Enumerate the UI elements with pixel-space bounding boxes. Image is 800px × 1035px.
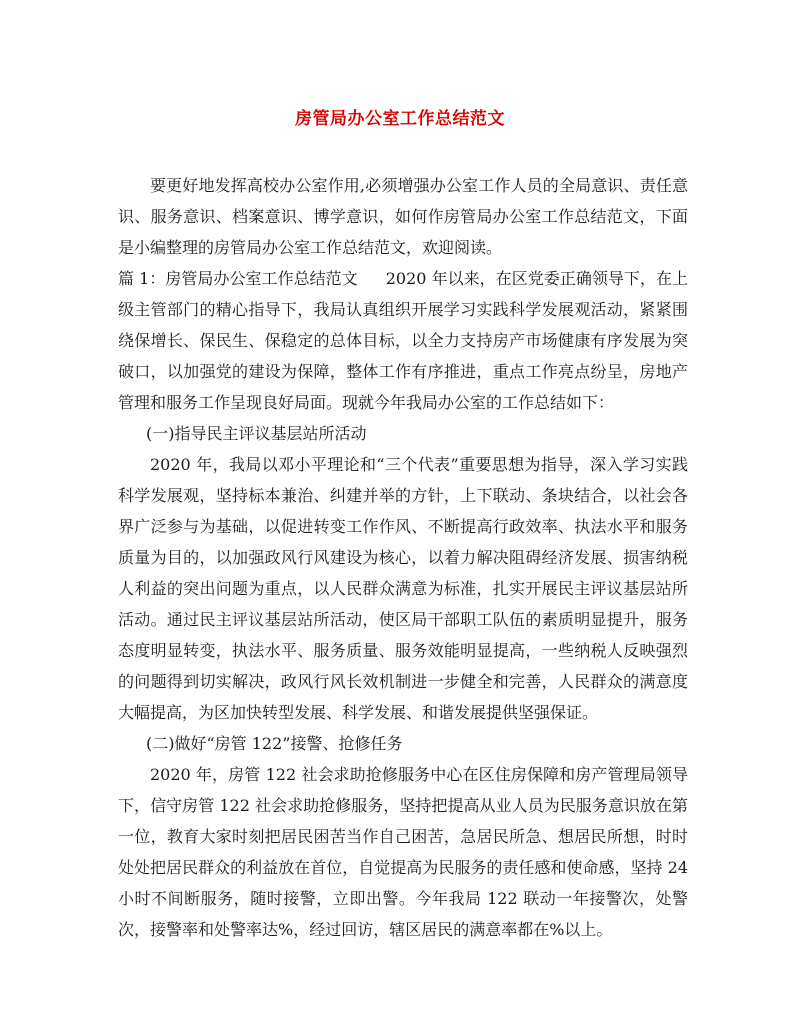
section-heading-1: (一)指导民主评议基层站所活动 [146,424,367,443]
piece-text: 2020 年以来，在区党委正确领导下，在上级主管部门的精心指导下，我局认真组织开展学习实践科学发展观活动，紧紧围绕保增长、保民生、保稳定的总体目标，以全力支持房产市场健康有序发展为突破口，以加强党的建设为保障，整体工作有序推进，重点工作亮点纷呈，房地产管理和服务工作呈现良好局面。现就今年我局办公室的工作总结如下： [118,269,688,412]
piece-label: 篇 1：房管局办公室工作总结范文 [118,269,358,288]
section-heading-2: (二)做好“房管 122”接警、抢修任务 [146,734,403,753]
section-1-paragraph: 2020 年，我局以邓小平理论和“三个代表”重要思想为指导，深入学习实践科学发展观，坚持标本兼治、纠建并举的方针，上下联动、条块结合，以社会各界广泛参与为基础，以促进转变工作作风、不断提高行政效率、执法水平和服务质量为目的，以加强政风行风建设为核心，以着力解决阻碍经济发展、损害纳税人利益的突出问题为重点，以人民群众满意为标准，扎实开展民主评议基层站所活动。通过民主评议基层站所活动，使区局干部职工队伍的素质明显提升，服务态度明显转变，执法水平、服务质量、服务效能明显提高，一些纳税人反映强烈的问题得到切实解决，政风行风长效机制进一步健全和完善，人民群众的满意度大幅提高，为区加快转型发展、科学发展、和谐发展提供坚强保证。 [118,455,688,722]
piece-paragraph [118,263,688,418]
intro-paragraph: 要更好地发挥高校办公室作用,必须增强办公室工作人员的全局意识、责任意识、服务意识、档案意识、博学意识，如何作房管局办公室工作总结范文，下面是小编整理的房管局办公室工作总结范文，欢迎阅读。 [118,176,688,257]
section-2-paragraph: 2020 年，房管 122 社会求助抢修服务中心在区住房保障和房产管理局领导下，信守房管 122 社会求助抢修服务，坚持把提高从业人员为民服务意识放在第一位，教育大家时刻把居民困苦当作自己困苦，急居民所急、想居民所想，时时处处把居民群众的利益放在首位，自觉提高为民服务的责任感和使命感，坚持 24 小时不间断服务，随时接警，立即出警。今年我局 122 联动一年接警次，处警次，接警率和处警率达%，经过回访，辖区居民的满意率都在%以上。 [118,765,688,939]
document-body [118,170,688,945]
page-title: 房管局办公室工作总结范文 [295,109,505,129]
